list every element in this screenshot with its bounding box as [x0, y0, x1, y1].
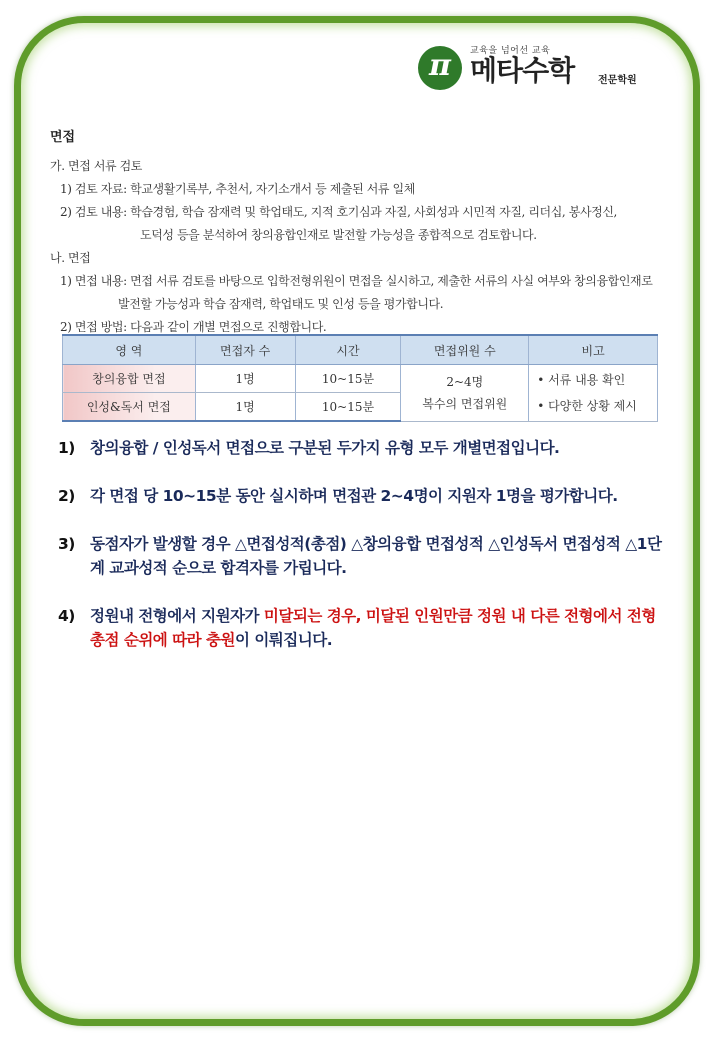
summary-item: [58, 436, 668, 460]
committee-note: 복수의 면접위원: [422, 396, 508, 411]
table-cell-count: 1명: [195, 393, 295, 422]
table-header: 시간: [295, 335, 401, 365]
doc-line: 발전할 가능성과 학습 잠재력, 학업태도 및 인성 등을 평가합니다.: [118, 297, 444, 311]
committee-count: 2~4명: [446, 374, 484, 389]
table-header: 비고: [529, 335, 658, 365]
item-text: 정원내 전형에서 지원자가: [90, 607, 264, 625]
table-cell-category: 인성&독서 면접: [63, 393, 196, 422]
doc-line: 도덕성 등을 분석하여 창의융합인재로 발전할 가능성을 종합적으로 검토합니다.: [140, 228, 537, 242]
summary-list: [58, 436, 668, 676]
table-cell-time: 10~15분: [295, 393, 401, 422]
table-header: 면접위원 수: [401, 335, 529, 365]
logo-name: 메타수학: [470, 54, 575, 87]
table-row: [63, 365, 658, 393]
item-number: 3): [58, 535, 75, 553]
item-text: 이 이뤄집니다.: [234, 631, 333, 649]
item-text: 동점자가 발생할 경우 △면접성적(총점) △창의융합 면접성적 △인성독서 면접성적 △1단계 교과성적 순으로 합격자를 가립니다.: [90, 535, 662, 577]
summary-item: [58, 484, 668, 508]
remark-item: • 다양한 상황 제시: [537, 398, 637, 413]
item-text: 각 면접 당 10~15분 동안 실시하며 면접관 2~4명이 지원자 1명을 평가합니다.: [90, 487, 618, 505]
doc-line: 나. 면접: [50, 251, 91, 265]
academy-logo: [418, 40, 648, 90]
table-cell-count: 1명: [195, 365, 295, 393]
item-number: 2): [58, 487, 75, 505]
logo-tagline: 교육을 넘어선 교육: [470, 46, 551, 56]
doc-line: 가. 면접 서류 검토: [50, 159, 143, 173]
item-number: 1): [58, 439, 75, 457]
item-highlight-text: 미달되는 경우, 미달된 인원만큼 정원 내 다른 전형에서 전형 총점 순위에 따라 충원: [90, 607, 656, 649]
summary-item: [58, 604, 668, 652]
interview-table: [62, 334, 658, 422]
remark-item: • 서류 내용 확인: [537, 372, 626, 387]
table-header: 영 역: [63, 335, 196, 365]
doc-line: 1) 검토 자료: 학교생활기록부, 추천서, 자기소개서 등 제출된 서류 일체: [60, 182, 415, 196]
doc-line: 2) 면접 방법: 다음과 같이 개별 면접으로 진행합니다.: [60, 320, 327, 334]
doc-line: 2) 검토 내용: 학습경험, 학습 잠재력 및 학업태도, 지적 호기심과 자질, 사회성과 시민적 자질, 리더십, 봉사정신,: [60, 205, 617, 219]
pi-logo-icon: π: [418, 46, 462, 90]
item-number: 4): [58, 607, 75, 625]
table-cell-time: 10~15분: [295, 365, 401, 393]
summary-item: [58, 532, 668, 580]
table-header: 면접자 수: [195, 335, 295, 365]
item-text: 창의융합 / 인성독서 면접으로 구분된 두가지 유형 모두 개별면접입니다.: [90, 439, 560, 457]
table-header-row: [63, 335, 658, 365]
logo-subtitle: 전문학원: [598, 75, 637, 86]
table-cell-committee: [401, 365, 529, 422]
section-heading: 면접: [50, 130, 76, 145]
table-cell-category: 창의융합 면접: [63, 365, 196, 393]
interview-document: [50, 126, 680, 339]
table-cell-remarks: [529, 365, 658, 422]
doc-line: 1) 면접 내용: 면접 서류 검토를 바탕으로 입학전형위원이 면접을 실시하고, 제출한 서류의 사실 여부와 창의융합인재로: [60, 274, 653, 288]
